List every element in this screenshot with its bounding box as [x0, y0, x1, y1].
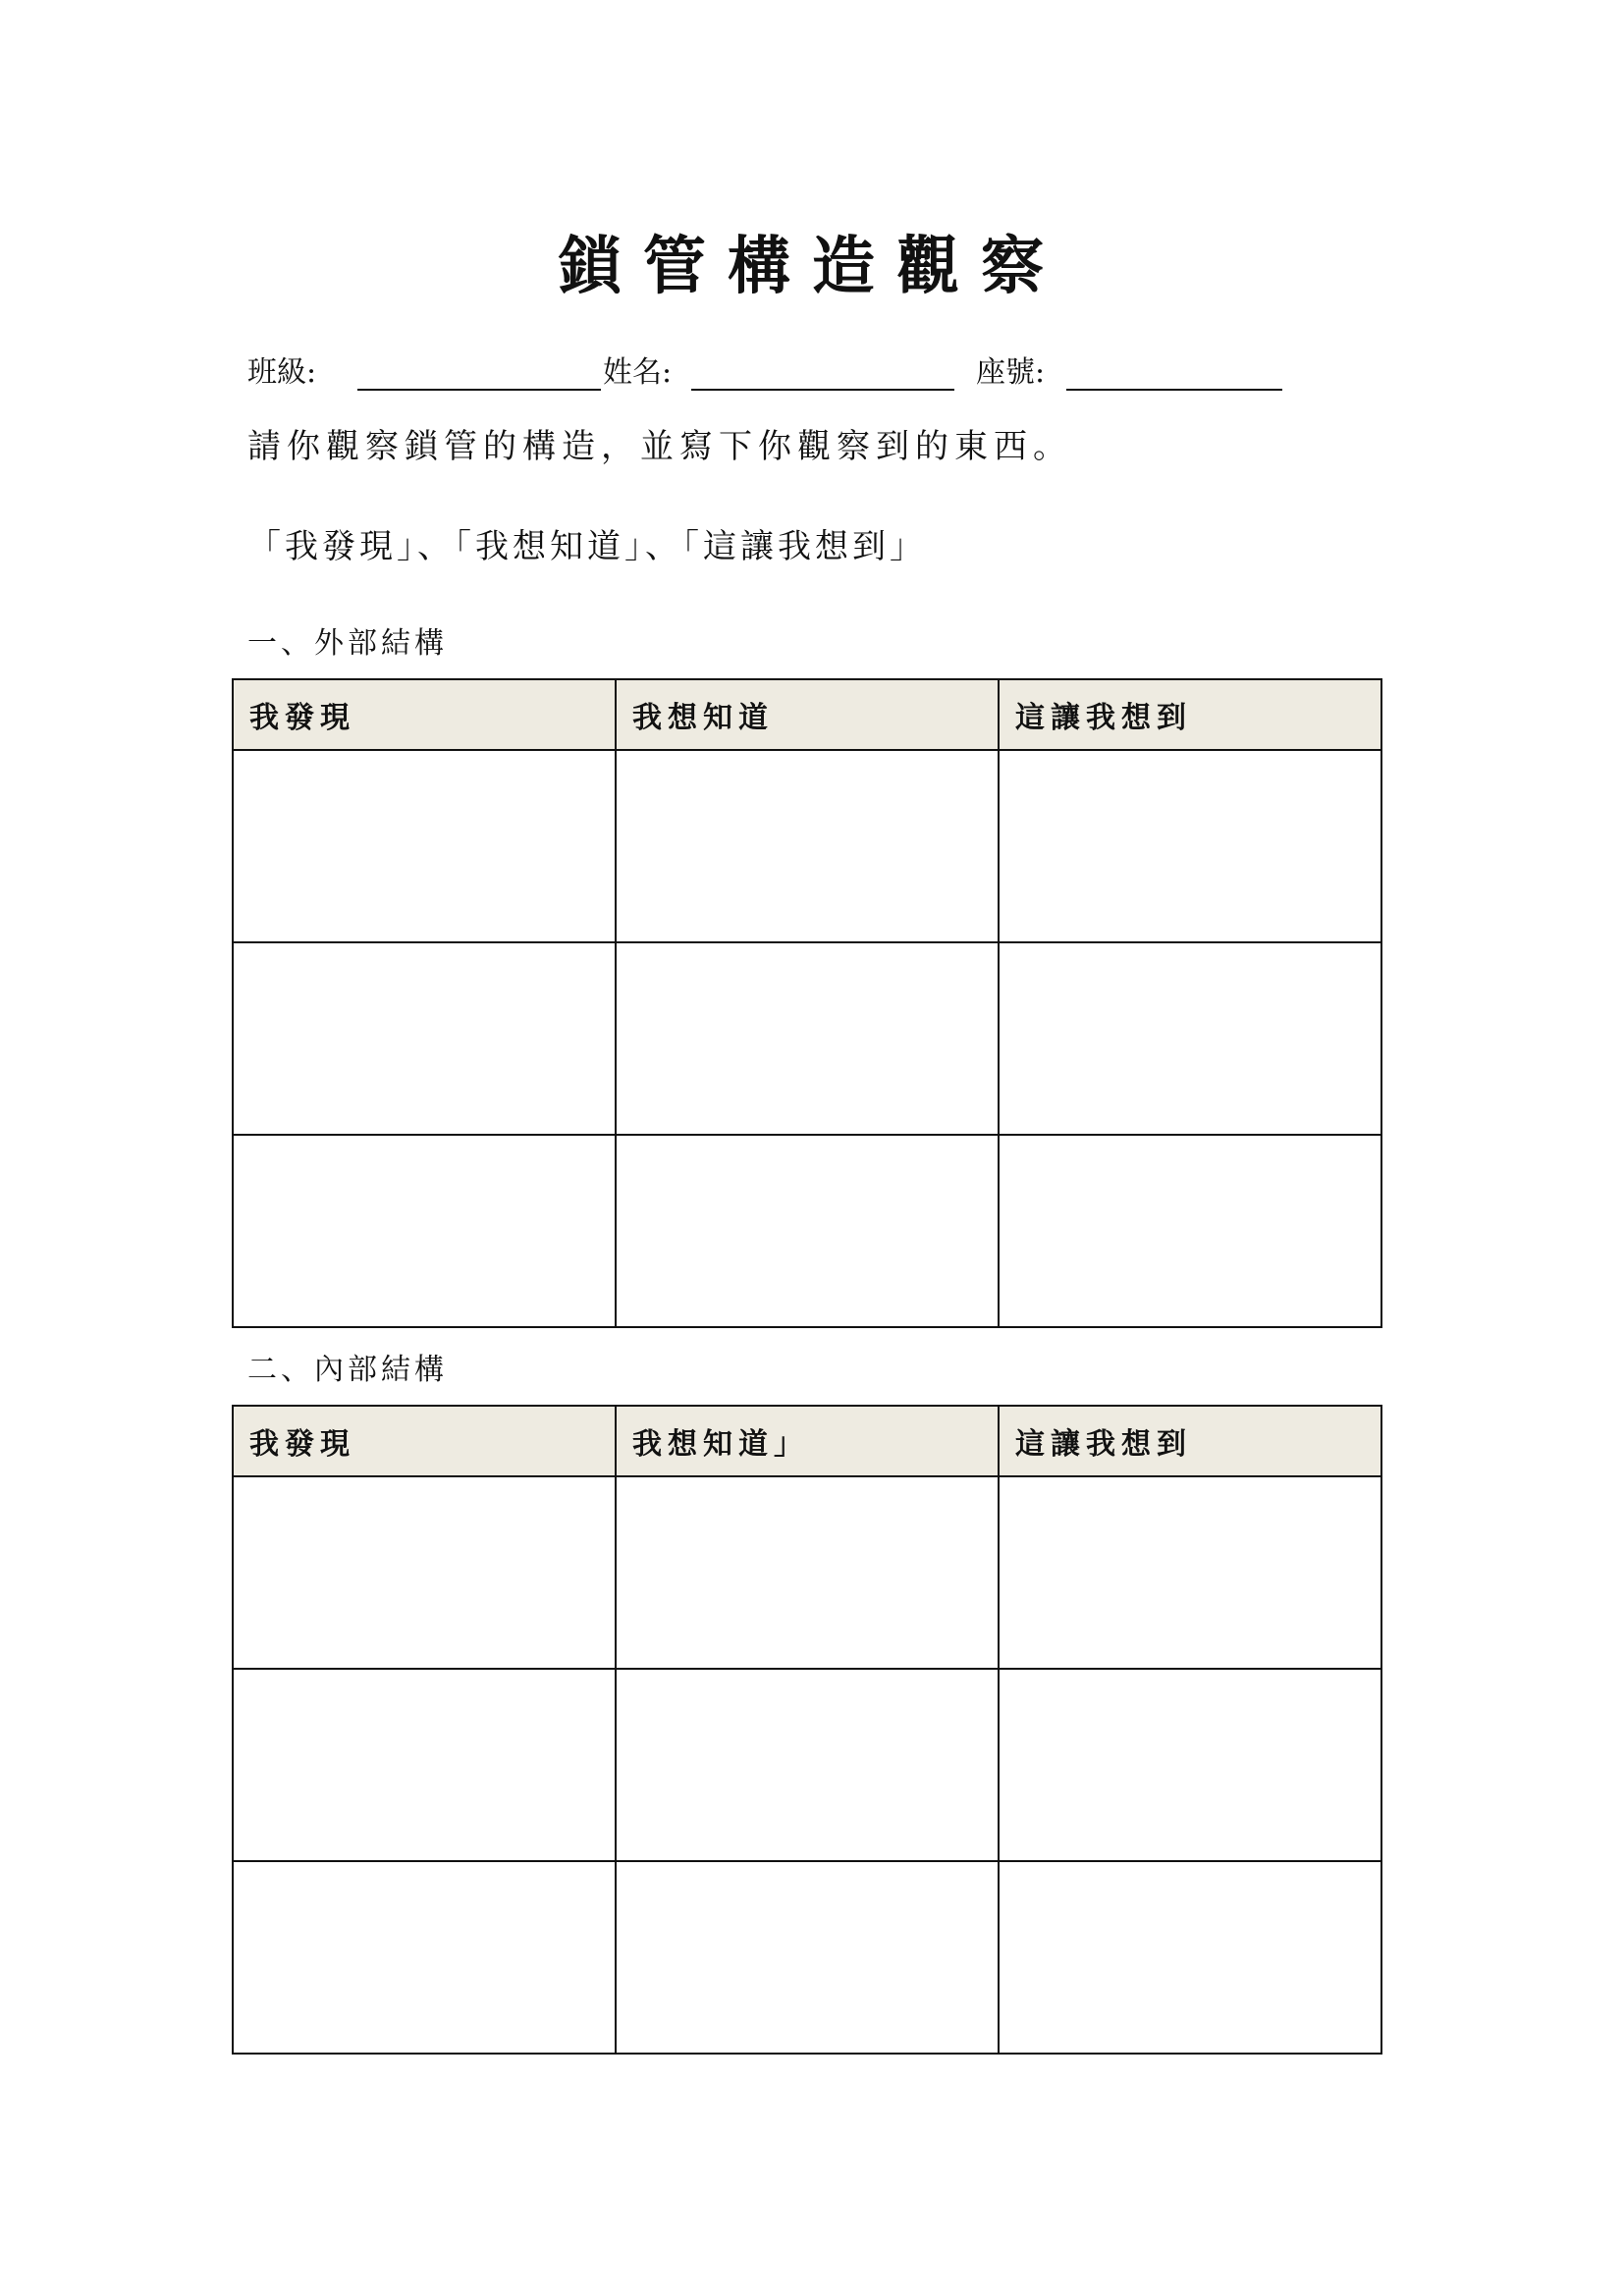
instruction-text: 請你觀察鎖管的構造，並寫下你觀察到的東西。 [247, 427, 1072, 466]
answer-cell[interactable] [999, 1135, 1381, 1327]
answer-cell[interactable] [999, 750, 1381, 942]
column-header-discover: 我發現 [233, 1406, 616, 1476]
table-row [233, 750, 1381, 942]
external-structure-table [232, 678, 1382, 1328]
answer-cell[interactable] [233, 1669, 616, 1861]
seat-label: 座號: [976, 355, 1046, 390]
answer-cell[interactable] [999, 1861, 1381, 2054]
answer-cell[interactable] [616, 1861, 999, 2054]
answer-cell[interactable] [233, 942, 616, 1135]
table-row [233, 942, 1381, 1135]
section-heading-external: 一、外部結構 [247, 626, 448, 661]
answer-cell[interactable] [233, 1861, 616, 2054]
table-row [233, 1476, 1381, 1669]
answer-cell[interactable] [616, 1669, 999, 1861]
section-heading-internal: 二、內部結構 [247, 1353, 448, 1387]
column-header-wonder: 我想知道 [616, 679, 999, 750]
column-header-discover: 我發現 [233, 679, 616, 750]
answer-cell[interactable] [999, 1476, 1381, 1669]
answer-cell[interactable] [999, 1669, 1381, 1861]
table-row [233, 1861, 1381, 2054]
name-blank[interactable] [691, 389, 954, 391]
prompt-quotes: 「我發現」、「我想知道」、「這讓我想到」 [247, 527, 927, 566]
name-label: 姓名: [603, 355, 673, 390]
answer-cell[interactable] [233, 1135, 616, 1327]
answer-cell[interactable] [616, 942, 999, 1135]
table-header-row [233, 679, 1381, 750]
table-row [233, 1669, 1381, 1861]
answer-cell[interactable] [999, 942, 1381, 1135]
answer-cell[interactable] [616, 1135, 999, 1327]
answer-cell[interactable] [233, 750, 616, 942]
answer-cell[interactable] [616, 750, 999, 942]
class-blank[interactable] [357, 389, 601, 391]
column-header-reminds: 這讓我想到 [999, 1406, 1381, 1476]
internal-structure-table [232, 1405, 1382, 2055]
column-header-reminds: 這讓我想到 [999, 679, 1381, 750]
seat-blank[interactable] [1066, 389, 1282, 391]
table-header-row [233, 1406, 1381, 1476]
column-header-wonder: 我想知道」 [616, 1406, 999, 1476]
answer-cell[interactable] [233, 1476, 616, 1669]
page-title: 鎖管構造觀察 [559, 231, 1065, 303]
student-info-line [247, 351, 1386, 395]
class-label: 班級: [247, 355, 317, 390]
table-row [233, 1135, 1381, 1327]
answer-cell[interactable] [616, 1476, 999, 1669]
